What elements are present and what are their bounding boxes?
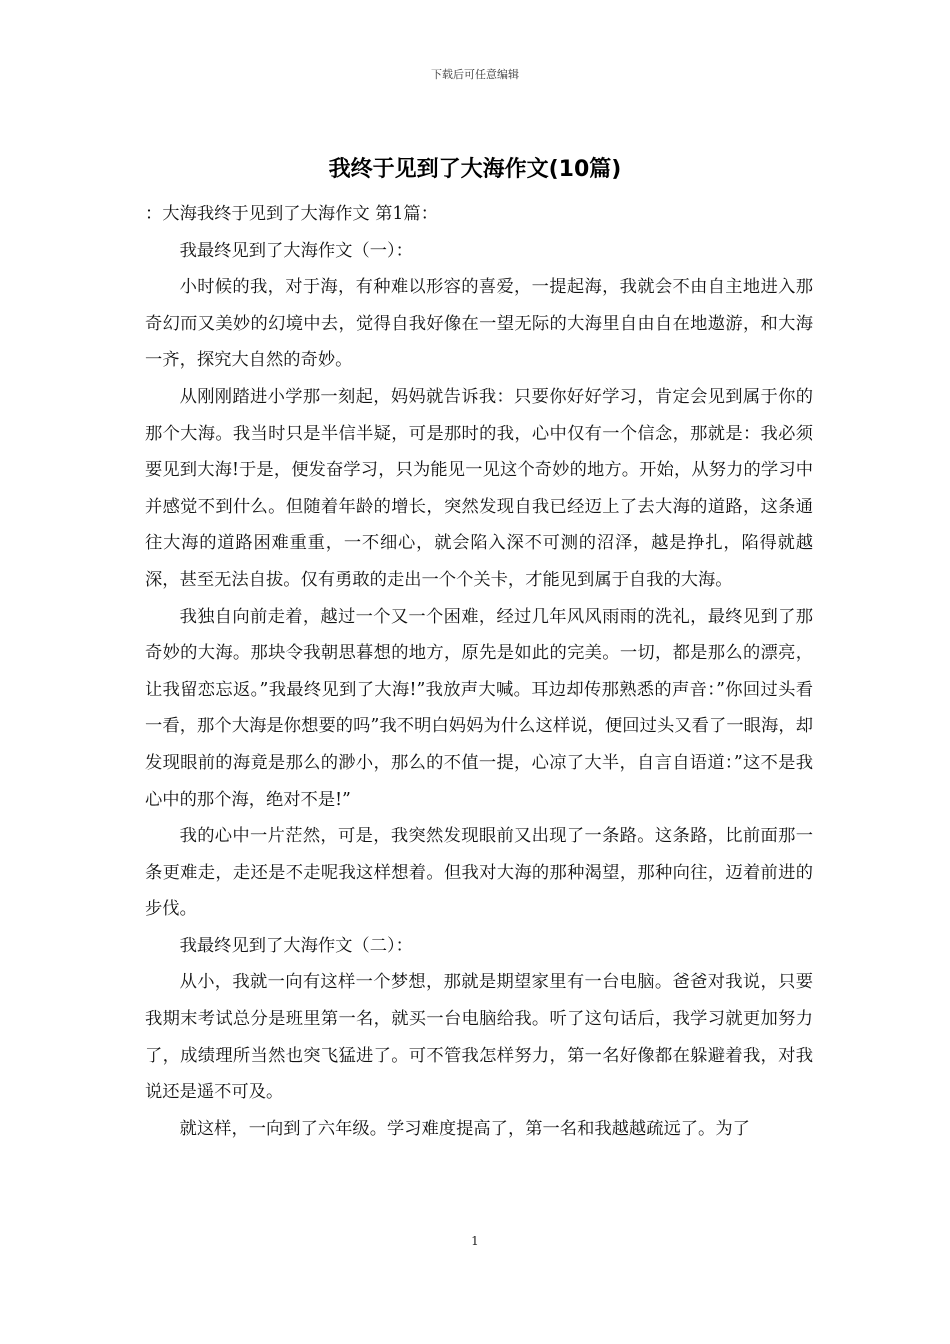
paragraph: 我独自向前走着，越过一个又一个困难，经过几年风风雨雨的洗礼，最终见到了那奇妙的大海。那块令我朝思暮想的地方，原先是如此的完美。一切，都是那么的漂亮，让我留恋忘返。”我最终见到了大海!”我放声大喊。耳边却传那熟悉的声音：”你回过头看一看，那个大海是你想要的吗”我不明白妈妈为什么这样说，便回过头又看了一眼海，却发现眼前的海竟是那么的渺小，那么的不值一提，心凉了大半，自言自语道：”这不是我心中的那个海，绝对不是!” bbox=[145, 606, 813, 810]
page-number: 1 bbox=[471, 1234, 479, 1248]
paragraph-subheading: 我最终见到了大海作文（一）： bbox=[179, 240, 413, 261]
paragraph-section-heading: ：大海我终于见到了大海作文 第1篇： bbox=[145, 204, 438, 224]
page-header: 下载后可任意编辑 bbox=[431, 68, 519, 81]
paragraph: 从刚刚踏进小学那一刻起，妈妈就告诉我：只要你好好学习，肯定会见到属于你的那个大海。我当时只是半信半疑，可是那时的我，心中仅有一个信念，那就是：我必须要见到大海!于是，便发奋学习，只为能见一见这个奇妙的地方。开始，从努力的学习中并感觉不到什么。但随着年龄的增长，突然发现自我已经迈上了去大海的道路，这条通往大海的道路困难重重，一不细心，就会陷入深不可测的沼泽，越是挣扎，陷得就越深，甚至无法自拔。仅有勇敢的走出一个个关卡，才能见到属于自我的大海。 bbox=[145, 386, 813, 590]
document-body bbox=[145, 196, 813, 1147]
paragraph: 就这样，一向到了六年级。学习难度提高了，第一名和我越越疏远了。为了 bbox=[179, 1118, 750, 1139]
paragraph: 从小，我就一向有这样一个梦想，那就是期望家里有一台电脑。爸爸对我说，只要我期末考试总分是班里第一名，就买一台电脑给我。听了这句话后，我学习就更加努力了，成绩理所当然也突飞猛进了。可不管我怎样努力，第一名好像都在躲避着我，对我说还是遥不可及。 bbox=[145, 972, 813, 1103]
document-title: 我终于见到了大海作文(10篇) bbox=[328, 157, 622, 182]
paragraph: 我的心中一片茫然，可是，我突然发现眼前又出现了一条路。这条路，比前面那一条更难走，走还是不走呢我这样想着。但我对大海的那种渴望，那种向往，迈着前进的步伐。 bbox=[145, 826, 813, 920]
paragraph: 小时候的我，对于海，有种难以形容的喜爱，一提起海，我就会不由自主地进入那奇幻而又美妙的幻境中去，觉得自我好像在一望无际的大海里自由自在地遨游，和大海一齐，探究大自然的奇妙。 bbox=[145, 277, 813, 371]
paragraph-subheading: 我最终见到了大海作文（二）： bbox=[179, 935, 413, 956]
